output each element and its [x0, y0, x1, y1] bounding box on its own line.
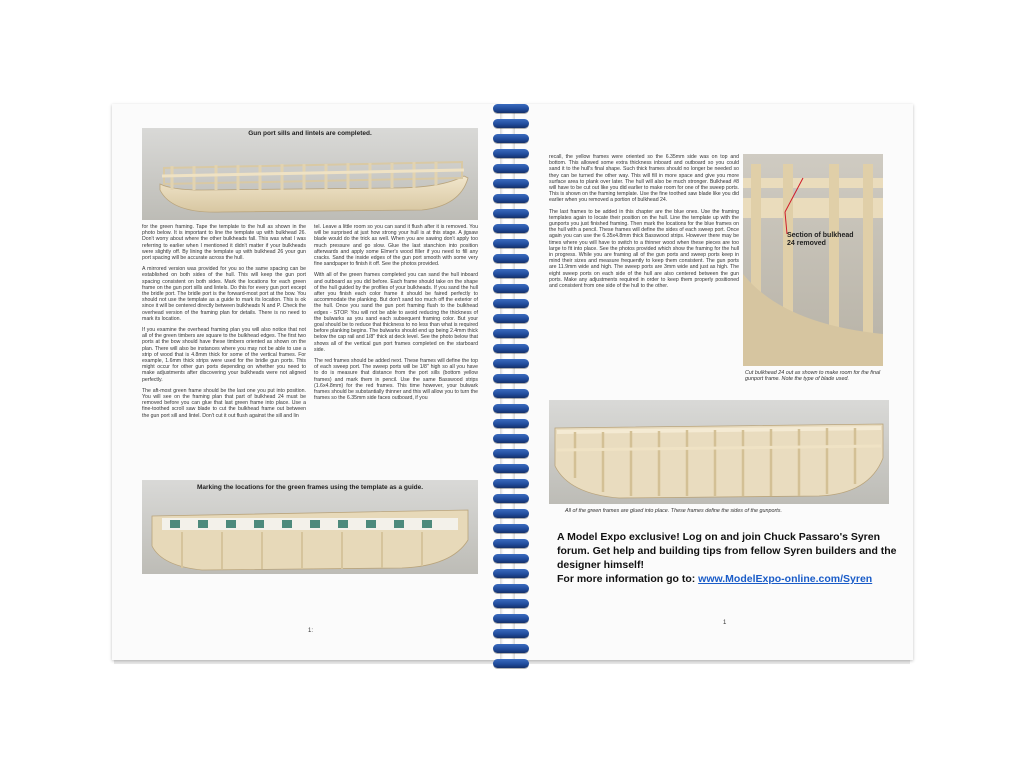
- binding-coil: [493, 209, 529, 218]
- promo-more-label: For more information go to:: [557, 573, 699, 585]
- binding-coil: [493, 269, 529, 278]
- green-frames-caption: All of the green frames are glued into place. These frames define the sides of the gunports.: [565, 508, 782, 514]
- paragraph: With all of the green frames completed you can sand the hull inboard and outboard as you did before. Each frame should take on the shape of the hull guided by the profiles of your bulkheads. If you sand the hull after you finish each color frame it should be faired perfectly to accommodate the planking. But don't sand too much off the exterior of the hull. Once you sand the gun port framing flush to the bulkhead edges - STOP. You will not be able to avoid reducing the thickness of the bulwarks as you sand each subsequent framing color. But your goal should be to reduce that thickness to no less than what is required before planking begins. The bulwarks should end up being 2.4mm thick below the cap rail and 1/8" thick at deck level. See the photo below that shows all of the vertical gun port frames completed on the starboard side.: [314, 272, 478, 353]
- binding-coil: [493, 104, 529, 113]
- binding-coil: [493, 254, 529, 263]
- binding-coil: [493, 614, 529, 623]
- binding-coil: [493, 599, 529, 608]
- binding-coil: [493, 659, 529, 668]
- left-page-number: 1:: [308, 628, 314, 634]
- paragraph: The red frames should be added next. These frames will define the top of each sweep port. The sweep ports will be 1/8" high so all you have to do is measure that distance from the port sills (bottom yellow frames) and mark them in pencil. Use the same Basswood strips (1.6x4.8mm) for the red frames. This time however, your bulwark frames should be substantially thinner and this will allow you to turn the frames so the 6.35mm side faces outboard, if you: [314, 358, 478, 402]
- paragraph: A mirrored version was provided for you so the same spacing can be established on both sides of the hull. This will keep the gun port spacing consistent on both sides. Mark the locations for each green frame on the gun port sills and lintels. Do this for every gun port except the bridle port. The bridle port is the forward-most port at the bow. You should not use the template as a guide to mark its location. This is ok since it will be centered directly between bulkheads N and P. Check the overhead version of the framing plan for details. There is no need to mark its location.: [142, 266, 306, 322]
- binding-coil: [493, 329, 529, 338]
- binding-coil: [493, 644, 529, 653]
- binding-coil: [493, 449, 529, 458]
- paragraph: recall, the yellow frames were oriented so the 6.35mm side was on top and bottom. This allowed some extra thickness inboard and outboard so you could sand it to the hull's final shape. Such thick frames should no longer be needed so they can be turned the other way. This will fill in more space and give you more surface area to plank over later. The hull will also be much stronger. Bulkhead #8 will have to be cut out like you did earlier to make room for one of the sweep ports. This is shown on the framing template. Use the fine toothed saw blade like you did earlier when you removed a portion of bulkhead 24.: [549, 154, 739, 204]
- syren-link[interactable]: www.ModelExpo-online.com/Syren: [698, 573, 873, 585]
- binding-coil: [493, 479, 529, 488]
- binding-coil: [493, 584, 529, 593]
- promo-block: [557, 530, 897, 586]
- left-page-column-1: [142, 224, 306, 486]
- binding-coil: [493, 344, 529, 353]
- binding-coil: [493, 554, 529, 563]
- binding-coil: [493, 629, 529, 638]
- right-page-column: [549, 154, 739, 382]
- paragraph: for the green framing. Tape the template to the hull as shown in the photo below. It is important to line the template up with bulkhead 26. Don't worry about where the other bulkheads fall. This was what I was referring to earlier when I mentioned it didn't matter if your bulkheads were slightly off. By lining the template up with bulkhead 26 your gun port spacing will be accurate across the hull.: [142, 224, 306, 262]
- binding-coil: [493, 419, 529, 428]
- bulkhead-annotation: Section of bulkhead 24 removed: [787, 232, 854, 247]
- binding-coil: [493, 299, 529, 308]
- hull-photo-green-frames-glued: [549, 400, 889, 504]
- top-photo-caption: Gun port sills and lintels are completed.: [248, 130, 372, 137]
- binding-coil: [493, 434, 529, 443]
- bottom-photo-caption: Marking the locations for the green frames using the template as a guide.: [196, 484, 424, 491]
- paragraph: tel. Leave a little room so you can sand it flush after it is removed. You will be surprised at just how strong your hull is at this stage. A jigsaw blade would do the trick as well. When you are sawing don't apply too much pressure and go slow. Glue the last stanchion into position afterwards and apply some Elmer's wood filler if you need to fill any cracks. Sand the inside edges of the gun port smooth with some very fine sandpaper to finish it off. See the photos provided.: [314, 224, 478, 268]
- bulkhead-cut-photo: [743, 154, 883, 366]
- binding-coil: [493, 404, 529, 413]
- hull-photo-green-frame-marking: [142, 480, 478, 574]
- booklet: [112, 104, 912, 664]
- binding-coil: [493, 389, 529, 398]
- binding-coil: [493, 194, 529, 203]
- binding-coil: [493, 494, 529, 503]
- binding-coil: [493, 119, 529, 128]
- binding-coil: [493, 524, 529, 533]
- binding-coil: [493, 149, 529, 158]
- promo-more-info: [557, 572, 897, 586]
- binding-coil: [493, 539, 529, 548]
- paragraph: If you examine the overhead framing plan you will also notice that not all of the green timbers are square to the bulkhead edges. The first two ports at the bow should have these timbers oriented as shown on the plan. There will also be instances where you may not be able to use a strip of wood that is 4.8mm thick for some of the vertical frames. For example, 1.6mm thick strips were used for the bridle gun ports. This might occur for other gun ports depending on whether you need to make adjustments after discovering your bulkheads were not aligned perfectly.: [142, 327, 306, 383]
- left-page: [112, 104, 501, 660]
- right-page: [514, 104, 913, 660]
- page-stack-edge-right: [516, 660, 910, 664]
- binding-coil: [493, 239, 529, 248]
- binding-coil: [493, 134, 529, 143]
- binding-coil: [493, 314, 529, 323]
- promo-text: A Model Expo exclusive! Log on and join Chuck Passaro's Syren forum. Get help and building tips from fellow Syren builders and the designer himself!: [557, 531, 897, 571]
- right-page-number: 1: [723, 620, 727, 626]
- bulkhead-photo-caption: Cut bulkhead 24 out as shown to make room for the final gunport frame. Note the type of blade used.: [745, 370, 881, 382]
- paragraph: The aft-most green frame should be the last one you put into position. You will see on the framing plan that part of bulkhead 24 must be removed before you can glue that last green frame into place. Use a fine-toothed scroll saw blade to cut the bulkhead frame out between the gun port sill and lintel. Don't cut it out flush against the sill and lin: [142, 387, 306, 419]
- left-page-column-2: [314, 224, 478, 456]
- binding-coil: [493, 509, 529, 518]
- binding-coil: [493, 359, 529, 368]
- spiral-binding: [493, 104, 529, 670]
- hull-photo-gunport-sills: [142, 128, 478, 220]
- binding-coil: [493, 374, 529, 383]
- paragraph: The last frames to be added in this chapter are the blue ones. Use the framing templates again to locate their position on the hull. Line the template up with the gunports you just finished framing. Then mark the locations for the blue frames on the hull with a pencil. These frames will define the sides of each sweep port. Once again you can use the 6.35x4.8mm thick Basswood strips. However there may be times where you will have to switch to a thinner wood when these pieces are too large to fit into place. See the photos provided which show the framing for the hull in progress. While you are framing all of the gun ports and sweep ports keep in mind their sizes and measure frequently to keep them consistent. The gun ports are 11.9mm wide and high. The sweep ports are 3mm wide and just as high. The eight sweep ports on each side of the hull are also centered between the gun ports. Make any adjustments required in order to keep them properly positioned and consistent from one side of the hull to the other.: [549, 208, 739, 290]
- binding-coil: [493, 569, 529, 578]
- binding-coil: [493, 464, 529, 473]
- binding-coil: [493, 224, 529, 233]
- page-stack-edge-left: [114, 660, 500, 664]
- binding-coil: [493, 164, 529, 173]
- binding-coil: [493, 179, 529, 188]
- binding-coil: [493, 284, 529, 293]
